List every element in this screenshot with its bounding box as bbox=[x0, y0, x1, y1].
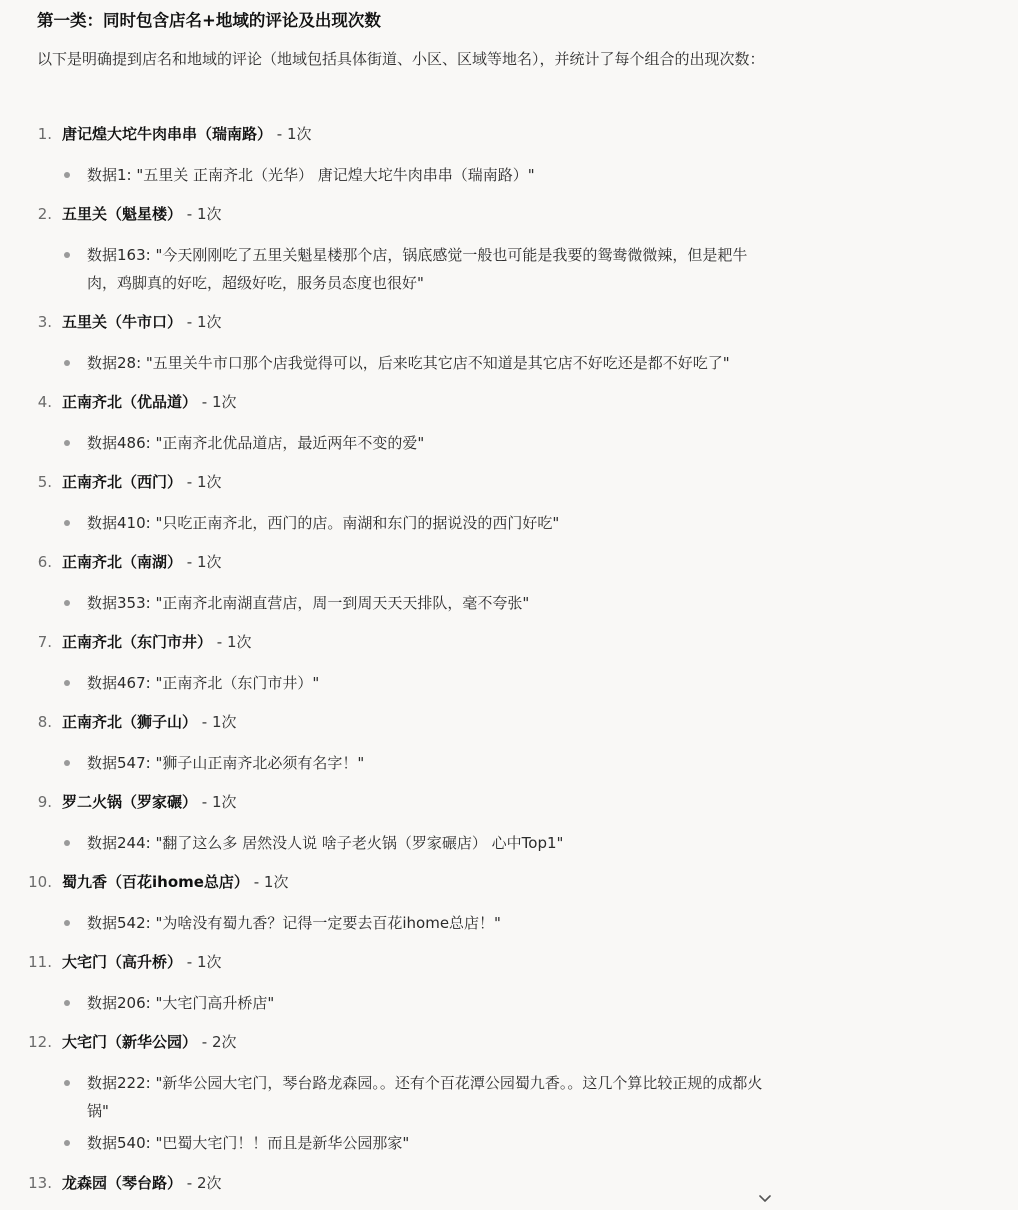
list-number: 6. bbox=[37, 553, 52, 571]
list-item-title: 龙森园（琴台路） - 2次 bbox=[62, 1174, 222, 1192]
list-item-title: 唐记煌大坨牛肉串串（瑞南路） - 1次 bbox=[62, 125, 312, 143]
bullet bbox=[64, 1140, 70, 1146]
list-item-title: 蜀九香（百花ihome总店） - 1次 bbox=[62, 873, 289, 891]
chevron-down-icon bbox=[758, 1194, 772, 1204]
list-item-title: 大宅门（高升桥） - 1次 bbox=[62, 953, 222, 971]
bullet bbox=[64, 1080, 70, 1086]
bullet bbox=[64, 760, 70, 766]
list-item-title: 罗二火锅（罗家碾） - 1次 bbox=[62, 793, 237, 811]
bullet bbox=[64, 600, 70, 606]
list-number: 12. bbox=[28, 1033, 52, 1051]
list-number: 2. bbox=[37, 205, 52, 223]
list-item-title: 五里关（牛市口） - 1次 bbox=[62, 313, 222, 331]
bullet bbox=[64, 252, 70, 258]
list-item-quote: 数据206: "大宅门高升桥店" bbox=[87, 994, 275, 1012]
list-item-quote: 数据547: "狮子山正南齐北必须有名字！" bbox=[87, 754, 365, 772]
bullet bbox=[64, 680, 70, 686]
bullet bbox=[64, 440, 70, 446]
list-item-quote: 数据542: "为啥没有蜀九香？记得一定要去百花ihome总店！" bbox=[87, 914, 501, 932]
list-number: 11. bbox=[28, 953, 52, 971]
list-number: 9. bbox=[37, 793, 52, 811]
bullet bbox=[64, 172, 70, 178]
list-item-title: 正南齐北（西门） - 1次 bbox=[62, 473, 222, 491]
list-item-title: 正南齐北（优品道） - 1次 bbox=[62, 393, 237, 411]
list-number: 4. bbox=[37, 393, 52, 411]
list-item-quote: 数据244: "翻了这么多 居然没人说 啥子老火锅（罗家碾店） 心中Top1" bbox=[87, 834, 564, 852]
list-number: 5. bbox=[37, 473, 52, 491]
bullet bbox=[64, 360, 70, 366]
list-item-quote: 数据1: "五里关 正南齐北（光华） 唐记煌大坨牛肉串串（瑞南路）" bbox=[87, 166, 535, 184]
list-item-quote: 数据222: "新华公园大宅门，琴台路龙森园。。还有个百花潭公园蜀九香。。这几个算比较正规的成都火锅" bbox=[87, 1074, 763, 1120]
bullet bbox=[64, 840, 70, 846]
intro-paragraph: 以下是明确提到店名和地域的评论（地域包括具体街道、小区、区域等地名），并统计了每个组合的出现次数： bbox=[37, 50, 765, 68]
list-number: 7. bbox=[37, 633, 52, 651]
list-number: 10. bbox=[28, 873, 52, 891]
list-item-quote: 数据410: "只吃正南齐北，西门的店。南湖和东门的据说没的西门好吃" bbox=[87, 514, 560, 532]
list-item-title: 正南齐北（东门市井） - 1次 bbox=[62, 633, 252, 651]
list-number: 1. bbox=[37, 125, 52, 143]
list-item-title: 五里关（魁星楼） - 1次 bbox=[62, 205, 222, 223]
list-item-quote: 数据353: "正南齐北南湖直营店，周一到周天天天排队，毫不夸张" bbox=[87, 594, 530, 612]
bullet bbox=[64, 920, 70, 926]
list-item-title: 大宅门（新华公园） - 2次 bbox=[62, 1033, 237, 1051]
list-number: 3. bbox=[37, 313, 52, 331]
list-item-title: 正南齐北（南湖） - 1次 bbox=[62, 553, 222, 571]
bullet bbox=[64, 520, 70, 526]
scroll-down-button[interactable] bbox=[753, 1188, 777, 1210]
list-item-title: 正南齐北（狮子山） - 1次 bbox=[62, 713, 237, 731]
list-item-quote: 数据486: "正南齐北优品道店，最近两年不变的爱" bbox=[87, 434, 425, 452]
list-number: 13. bbox=[28, 1174, 52, 1192]
list-item-quote: 数据540: "巴蜀大宅门！！而且是新华公园那家" bbox=[87, 1134, 410, 1152]
list-item-quote: 数据163: "今天刚刚吃了五里关魁星楼那个店，锅底感觉一般也可能是我要的鸳鸯微微辣，但是耙牛肉，鸡脚真的好吃，超级好吃，服务员态度也很好" bbox=[87, 246, 748, 292]
section-heading: 第一类：同时包含店名+地域的评论及出现次数 bbox=[37, 11, 381, 30]
bullet bbox=[64, 1000, 70, 1006]
list-item-quote: 数据28: "五里关牛市口那个店我觉得可以，后来吃其它店不知道是其它店不好吃还是都不好吃了" bbox=[87, 354, 730, 372]
list-item-quote: 数据467: "正南齐北（东门市井）" bbox=[87, 674, 320, 692]
list-number: 8. bbox=[37, 713, 52, 731]
